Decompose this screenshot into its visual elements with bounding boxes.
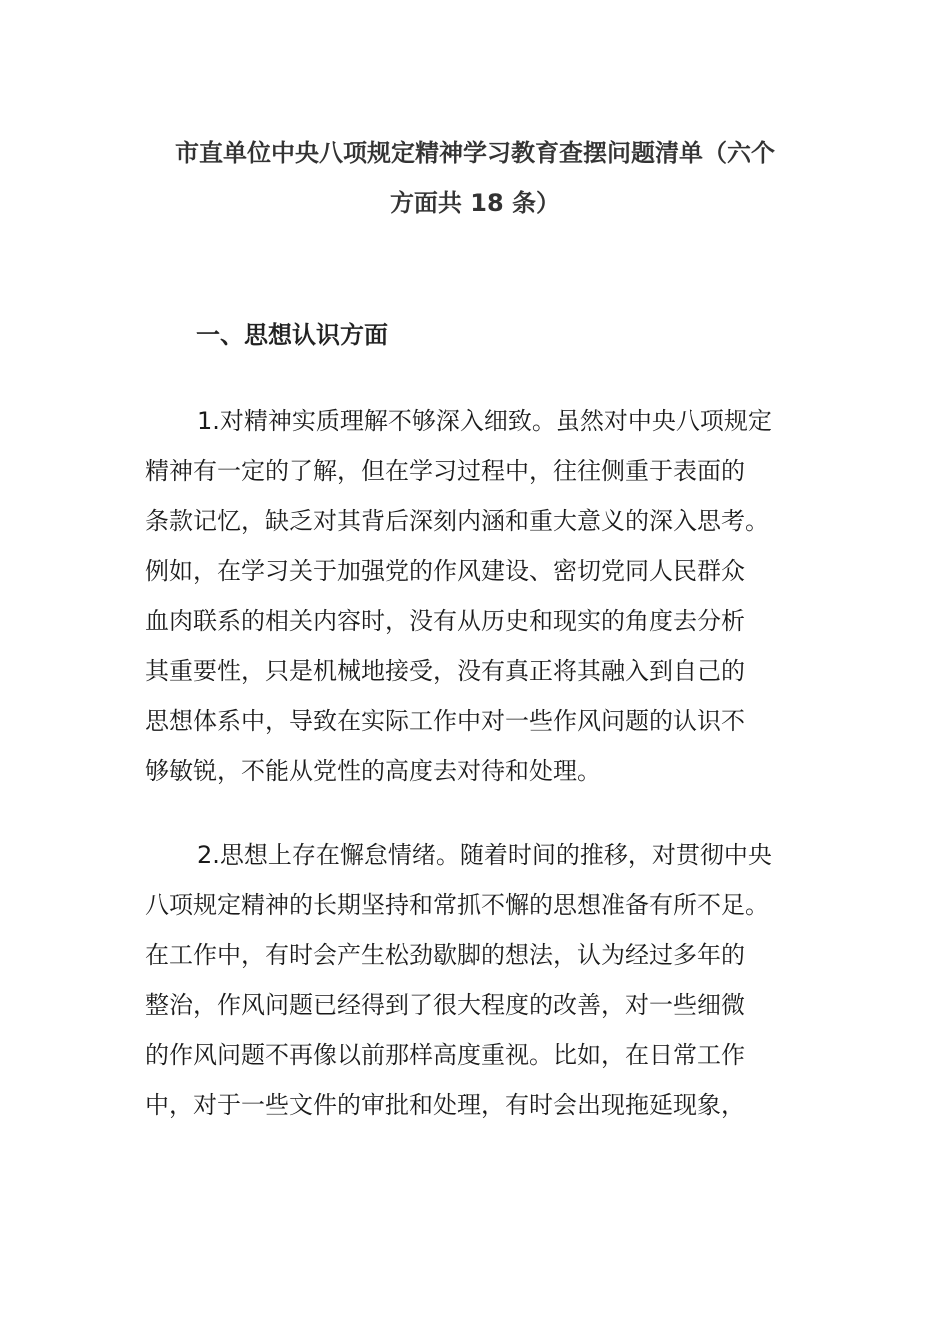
paragraph-line: 血肉联系的相关内容时，没有从历史和现实的角度去分析: [145, 607, 745, 635]
paragraph-line: 例如，在学习关于加强党的作风建设、密切党同人民群众: [145, 557, 745, 585]
title-line-1: 市直单位中央八项规定精神学习教育查摆问题清单（六个: [175, 139, 775, 167]
section-heading: 一、思想认识方面: [196, 321, 388, 349]
paragraph-line: 其重要性，只是机械地接受，没有真正将其融入到自己的: [145, 657, 745, 685]
paragraph-line: 够敏锐，不能从党性的高度去对待和处理。: [145, 757, 601, 785]
paragraph-line: 的作风问题不再像以前那样高度重视。比如，在日常工作: [145, 1041, 745, 1069]
paragraph-line: 整治，作风问题已经得到了很大程度的改善，对一些细微: [145, 991, 745, 1019]
paragraph-line: 2.思想上存在懈怠情绪。随着时间的推移，对贯彻中央: [197, 841, 772, 869]
paragraph-line: 在工作中，有时会产生松劲歇脚的想法，认为经过多年的: [145, 941, 745, 969]
paragraph-line: 思想体系中，导致在实际工作中对一些作风问题的认识不: [145, 707, 745, 735]
title-line-2: 方面共 18 条）: [389, 189, 561, 217]
paragraph-line: 八项规定精神的长期坚持和常抓不懈的思想准备有所不足。: [145, 891, 769, 919]
document-title: [130, 128, 820, 228]
paragraph-1: [145, 396, 825, 796]
paragraph-line: 中，对于一些文件的审批和处理，有时会出现拖延现象，: [145, 1091, 745, 1119]
paragraph-2: [145, 830, 825, 1130]
paragraph-line: 精神有一定的了解，但在学习过程中，往往侧重于表面的: [145, 457, 745, 485]
paragraph-line: 条款记忆，缺乏对其背后深刻内涵和重大意义的深入思考。: [145, 507, 769, 535]
paragraph-line: 1.对精神实质理解不够深入细致。虽然对中央八项规定: [197, 407, 772, 435]
